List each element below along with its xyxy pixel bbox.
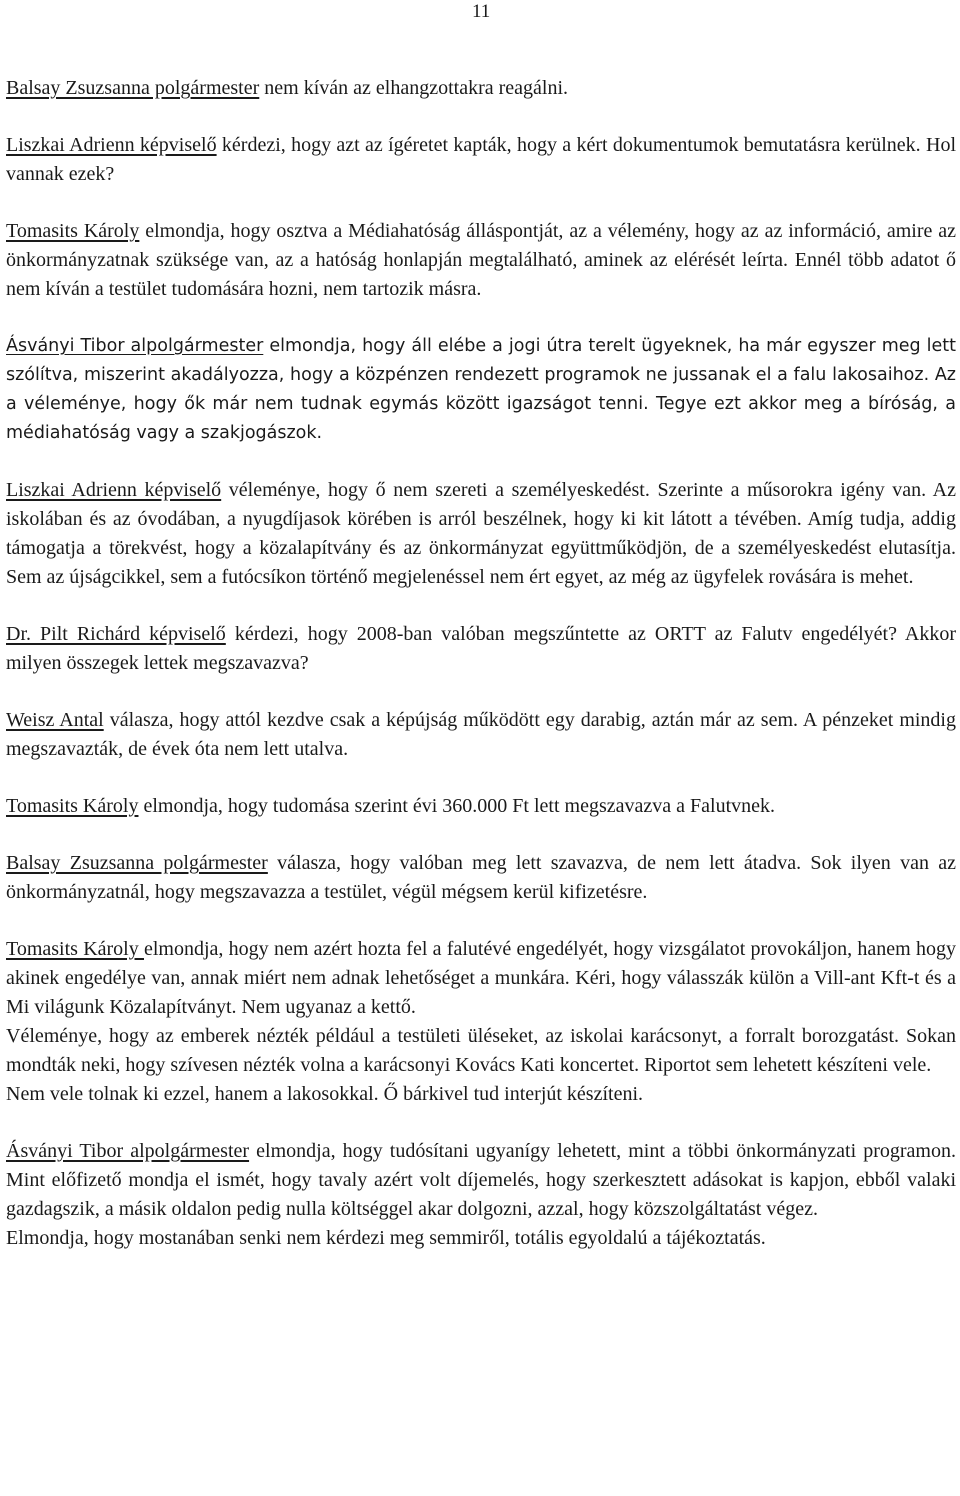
paragraph-8 (6, 792, 956, 821)
paragraph-5 (6, 476, 956, 592)
paragraph-text: elmondja, hogy áll elébe a jogi útra terelt ügyeknek, ha már egyszer meg lett szólítva, miszerint akadályozza, hogy a közpénzen rendezett programok ne jussanak el a falu lakosaihoz. Az a véleménye, hogy ők már nem tudnak egymás között igazságot tenni. Tegye ezt akkor meg a bíróság, a médiahatóság vagy a szakjogászok. (6, 336, 956, 443)
paragraph-text: válasza, hogy attól kezdve csak a képújság működött egy darabig, aztán már az sem. A pénzeket mindig megszavazták, de évek óta nem lett utalva. (6, 709, 956, 760)
speaker-name: Ásványi Tibor alpolgármester (6, 1140, 250, 1162)
paragraph-text: elmondja, hogy tudósítani ugyanígy lehetett, mint a többi önkormányzati programon. Mint előfizető mondja el ismét, hogy tavaly azért volt díjemelés, hogy szerkesztett adásokat is kapjon, ebből valaki gazdagszik, a másik oldalon pedig nulla költséggel akar dolgozni, azzal, hogy közszolgáltatást végez. (6, 1140, 956, 1220)
paragraph-text: kérdezi, hogy 2008-ban valóban megszűntette az ORTT az Falutv engedélyét? Akkor milyen összegek lettek megszavazva? (6, 623, 956, 674)
paragraph-13 (6, 1137, 956, 1224)
paragraph-3 (6, 217, 956, 304)
paragraph-12 (6, 1080, 956, 1109)
page-number: 11 (472, 1, 491, 22)
speaker-name: Ásványi Tibor alpolgármester (6, 336, 264, 356)
paragraph-11 (6, 1022, 956, 1080)
paragraph-text: Véleménye, hogy az emberek nézték például a testületi üléseket, az iskolai karácsonyt, a forralt borozgatást. Sokan mondták neki, hogy szívesen nézték volna a karácsonyi Kovács Kati koncertet. Riportot sem lehetett készíteni vele. (6, 1025, 956, 1076)
speaker-name: Dr. Pilt Richárd képviselő (6, 623, 226, 645)
paragraph-10 (6, 935, 956, 1022)
paragraph-6 (6, 620, 956, 678)
document-body (6, 74, 956, 1253)
paragraph-7 (6, 706, 956, 764)
speaker-name: Liszkai Adrienn képviselő (6, 134, 217, 156)
speaker-name: Balsay Zsuzsanna polgármester (6, 77, 260, 99)
paragraph-text: elmondja, hogy tudomása szerint évi 360.000 Ft lett megszavazva a Falutvnek. (138, 795, 775, 817)
paragraph-9 (6, 849, 956, 907)
speaker-name: Tomasits Károly (6, 795, 139, 817)
paragraph-text: véleménye, hogy ő nem szereti a személyeskedést. Szerinte a műsorokra igény van. Az iskolában és az óvodában, a nyugdíjasok körében is arról beszélnek, hogy ki kit látott a tévében. Amíg tudja, addig támogatja a törekvést, hogy a közalapítvány és az önkormányzat együttműködjön, de a személyeskedést elutasítja. Sem az újságcikkel, sem a futócsíkon történő megjelenéssel nem ért egyet, az még az ügyfelek rovására is mehet. (6, 479, 957, 588)
paragraph-text: elmondja, hogy osztva a Médiahatóság álláspontját, az a vélemény, hogy az az információ, amire az önkormányzatnak szüksége van, az a hatóság honlapján megtalálható, aminek az elérését leírta. Ennél több adatot ő nem kíván a testület tudomására hozni, nem tartozik másra. (6, 220, 956, 300)
paragraph-14 (6, 1224, 956, 1253)
paragraph-text: Elmondja, hogy mostanában senki nem kérdezi meg semmiről, totális egyoldalú a tájékoztatás. (6, 1227, 766, 1249)
speaker-name: Tomasits Károly (6, 938, 144, 960)
paragraph-text: válasza, hogy valóban meg lett szavazva, de nem lett átadva. Sok ilyen van az önkormányzatnál, hogy megszavazza a testület, végül mégsem kerül kifizetésre. (6, 852, 956, 903)
paragraph-text: kérdezi, hogy azt az ígéretet kapták, hogy a kért dokumentumok bemutatásra kerülnek. Hol vannak ezek? (6, 134, 957, 185)
paragraph-4 (6, 332, 956, 448)
speaker-name: Liszkai Adrienn képviselő (6, 479, 222, 501)
paragraph-2 (6, 131, 956, 189)
speaker-name: Weisz Antal (6, 709, 104, 731)
paragraph-text: nem kíván az elhangzottakra reagálni. (259, 77, 569, 99)
paragraph-text: elmondja, hogy nem azért hozta fel a falutévé engedélyét, hogy vizsgálatot provokáljon, hanem hogy akinek engedélye van, annak miért nem adnak lehetőséget a munkára. Kéri, hogy válasszák külön a Vill-ant Kft-t és a Mi világunk Közalapítványt. Nem ugyanaz a kettő. (6, 938, 956, 1018)
speaker-name: Balsay Zsuzsanna polgármester (6, 852, 268, 874)
speaker-name: Tomasits Károly (6, 220, 140, 242)
paragraph-1 (6, 74, 956, 103)
paragraph-text: Nem vele tolnak ki ezzel, hanem a lakosokkal. Ő bárkivel tud interjút készíteni. (6, 1083, 644, 1105)
